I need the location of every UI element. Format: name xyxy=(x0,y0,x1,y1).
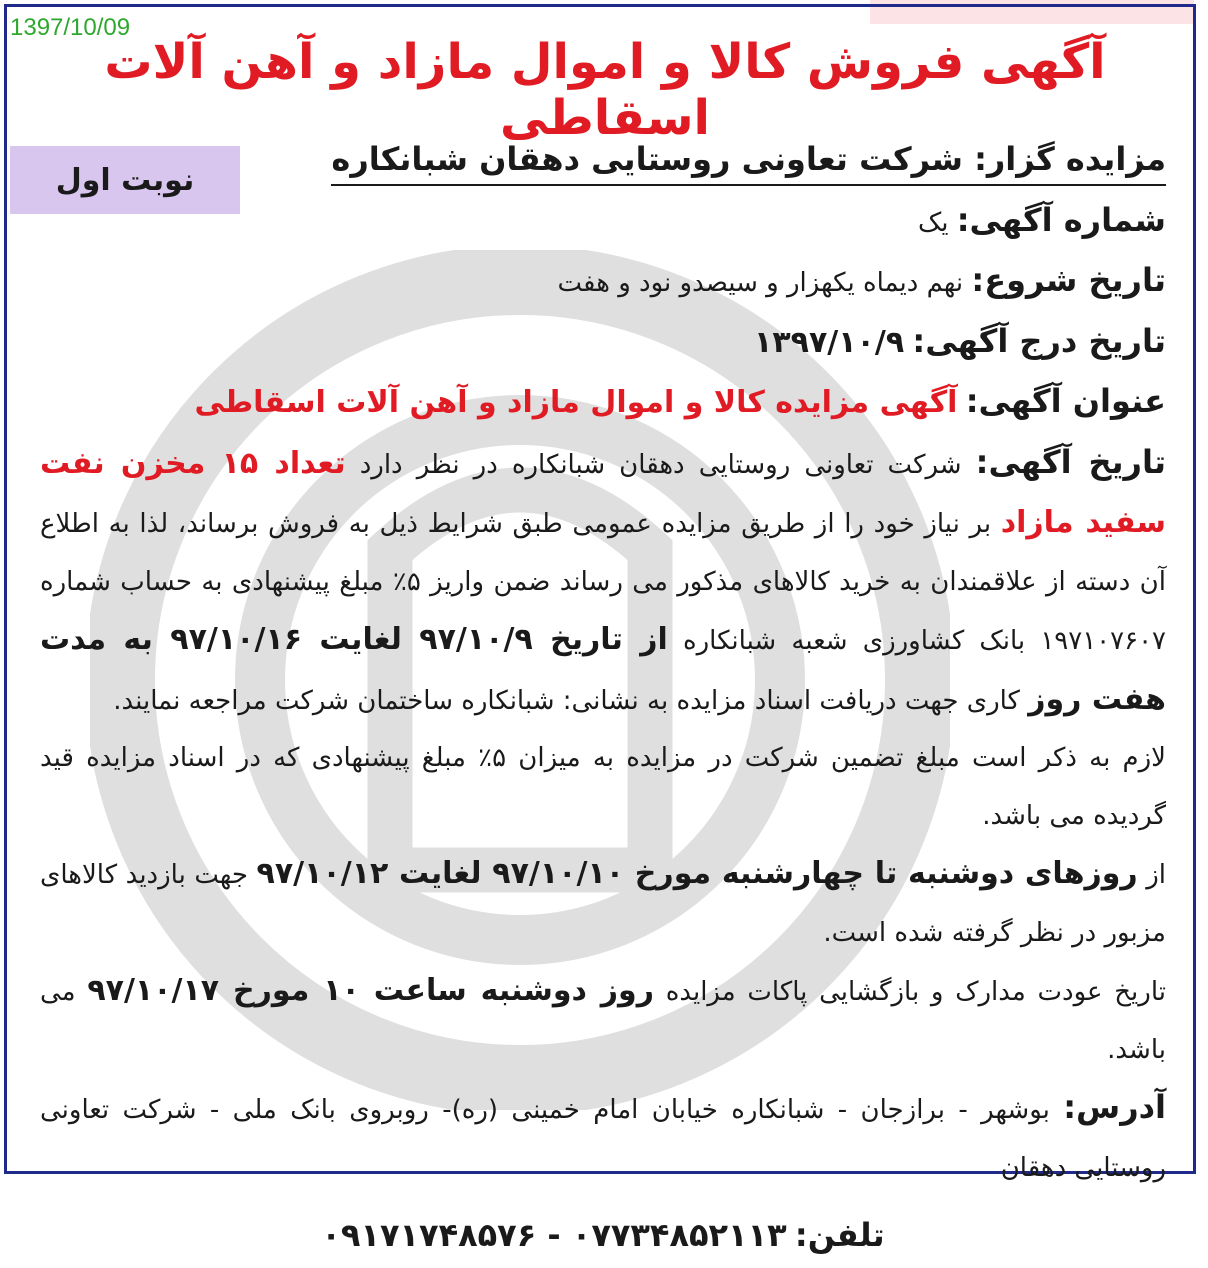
ad-title-label: عنوان آگهی: xyxy=(965,382,1166,420)
visit-post: جهت بازدید کالاهای مزبور در نظر گرفته شده است. xyxy=(40,860,1166,948)
round-badge: نوبت اول xyxy=(10,146,240,214)
phone-label: تلفن: xyxy=(794,1216,885,1254)
history-paragraph xyxy=(40,434,1166,731)
ad-title-value: آگهی مزایده کالا و اموال مازاد و آهن آلات اسقاطی xyxy=(194,385,958,420)
publish-date-label: تاریخ درج آگهی: xyxy=(912,321,1166,360)
ad-number-label: شماره آگهی: xyxy=(956,200,1166,239)
visit-paragraph xyxy=(40,845,1166,962)
phone-line xyxy=(40,1207,1166,1268)
visit-pre: از xyxy=(1146,860,1167,890)
history-highlight: تعداد ۱۵ مخزن نفت سفید مازاد xyxy=(40,445,1166,540)
ad-number-line xyxy=(40,192,1166,253)
phone-value: ۰۷۷۳۴۸۵۲۱۱۳ - ۰۹۱۷۱۷۴۸۵۷۶ xyxy=(321,1216,787,1254)
opening-pre: تاریخ عودت مدارک و بازگشایی پاکات مزایده xyxy=(665,977,1166,1007)
guarantee-paragraph: لازم به ذکر است مبلغ تضمین شرکت در مزایده به میزان ۵٪ مبلغ پیشنهادی که در اسناد مزایده قید گردیده می باشد. xyxy=(40,743,1166,831)
history-text-2: بر نیاز خود را از طریق مزایده عمومی طبق شرایط ذیل به فروش برساند، لذا به اطلاع آن دسته از علاقمندان به خرید کالاهای مذکور می رساند ضمن واریز ۵٪ مبلغ پیشنهادی به حساب شماره ۱۹۷۱۰۷۶۰۷ بانک کشاورزی شعبه شبانکاره xyxy=(40,509,1166,656)
ad-title: آگهی فروش کالا و اموال مازاد و آهن آلات اسقاطی xyxy=(104,34,1106,146)
opening-date: روز دوشنبه ساعت ۱۰ مورخ ۹۷/۱۰/۱۷ xyxy=(87,973,654,1008)
publish-date-value: ۱۳۹۷/۱۰/۹ xyxy=(754,324,905,360)
auctioneer-line xyxy=(40,134,1166,192)
ad-number-value: یک xyxy=(917,207,949,238)
start-date-value: نهم دیماه یکهزار و سیصدو نود و هفت xyxy=(557,268,964,298)
ad-title-line xyxy=(40,373,1166,434)
address-value: بوشهر - برازجان - شبانکاره خیابان امام خمینی (ره)- روبروی بانک ملی - شرکت تعاونی روستایی دهقان xyxy=(40,1095,1166,1183)
auctioneer-underline xyxy=(331,136,1166,186)
date-stamp: 1397/10/09 xyxy=(10,14,131,41)
history-label: تاریخ آگهی: xyxy=(975,442,1166,481)
start-date-line xyxy=(40,252,1166,313)
address-paragraph xyxy=(40,1079,1166,1197)
auctioneer-value: شرکت تعاونی روستایی دهقان شبانکاره xyxy=(331,140,963,178)
visit-dates: روزهای دوشنبه تا چهارشنبه مورخ ۹۷/۱۰/۱۰ لغایت ۹۷/۱۰/۱۲ xyxy=(256,856,1138,891)
history-text-3: کاری جهت دریافت اسناد مزایده به نشانی: شبانکاره ساختمان شرکت مراجعه نمایند. xyxy=(113,685,1020,716)
opening-paragraph xyxy=(40,962,1166,1079)
auctioneer-label: مزایده گزار: xyxy=(974,140,1166,178)
ad-body xyxy=(40,134,1166,1268)
address-label: آدرس: xyxy=(1063,1088,1167,1126)
history-text-1: شرکت تعاونی روستایی دهقان شبانکاره در نظر دارد xyxy=(359,449,962,480)
publish-date-line xyxy=(40,313,1166,374)
start-date-label: تاریخ شروع: xyxy=(971,261,1166,299)
history-period: از تاریخ ۹۷/۱۰/۹ لغایت ۹۷/۱۰/۱۶ به مدت هفت روز xyxy=(40,622,1166,717)
opening-post: می باشد. xyxy=(40,977,1166,1065)
